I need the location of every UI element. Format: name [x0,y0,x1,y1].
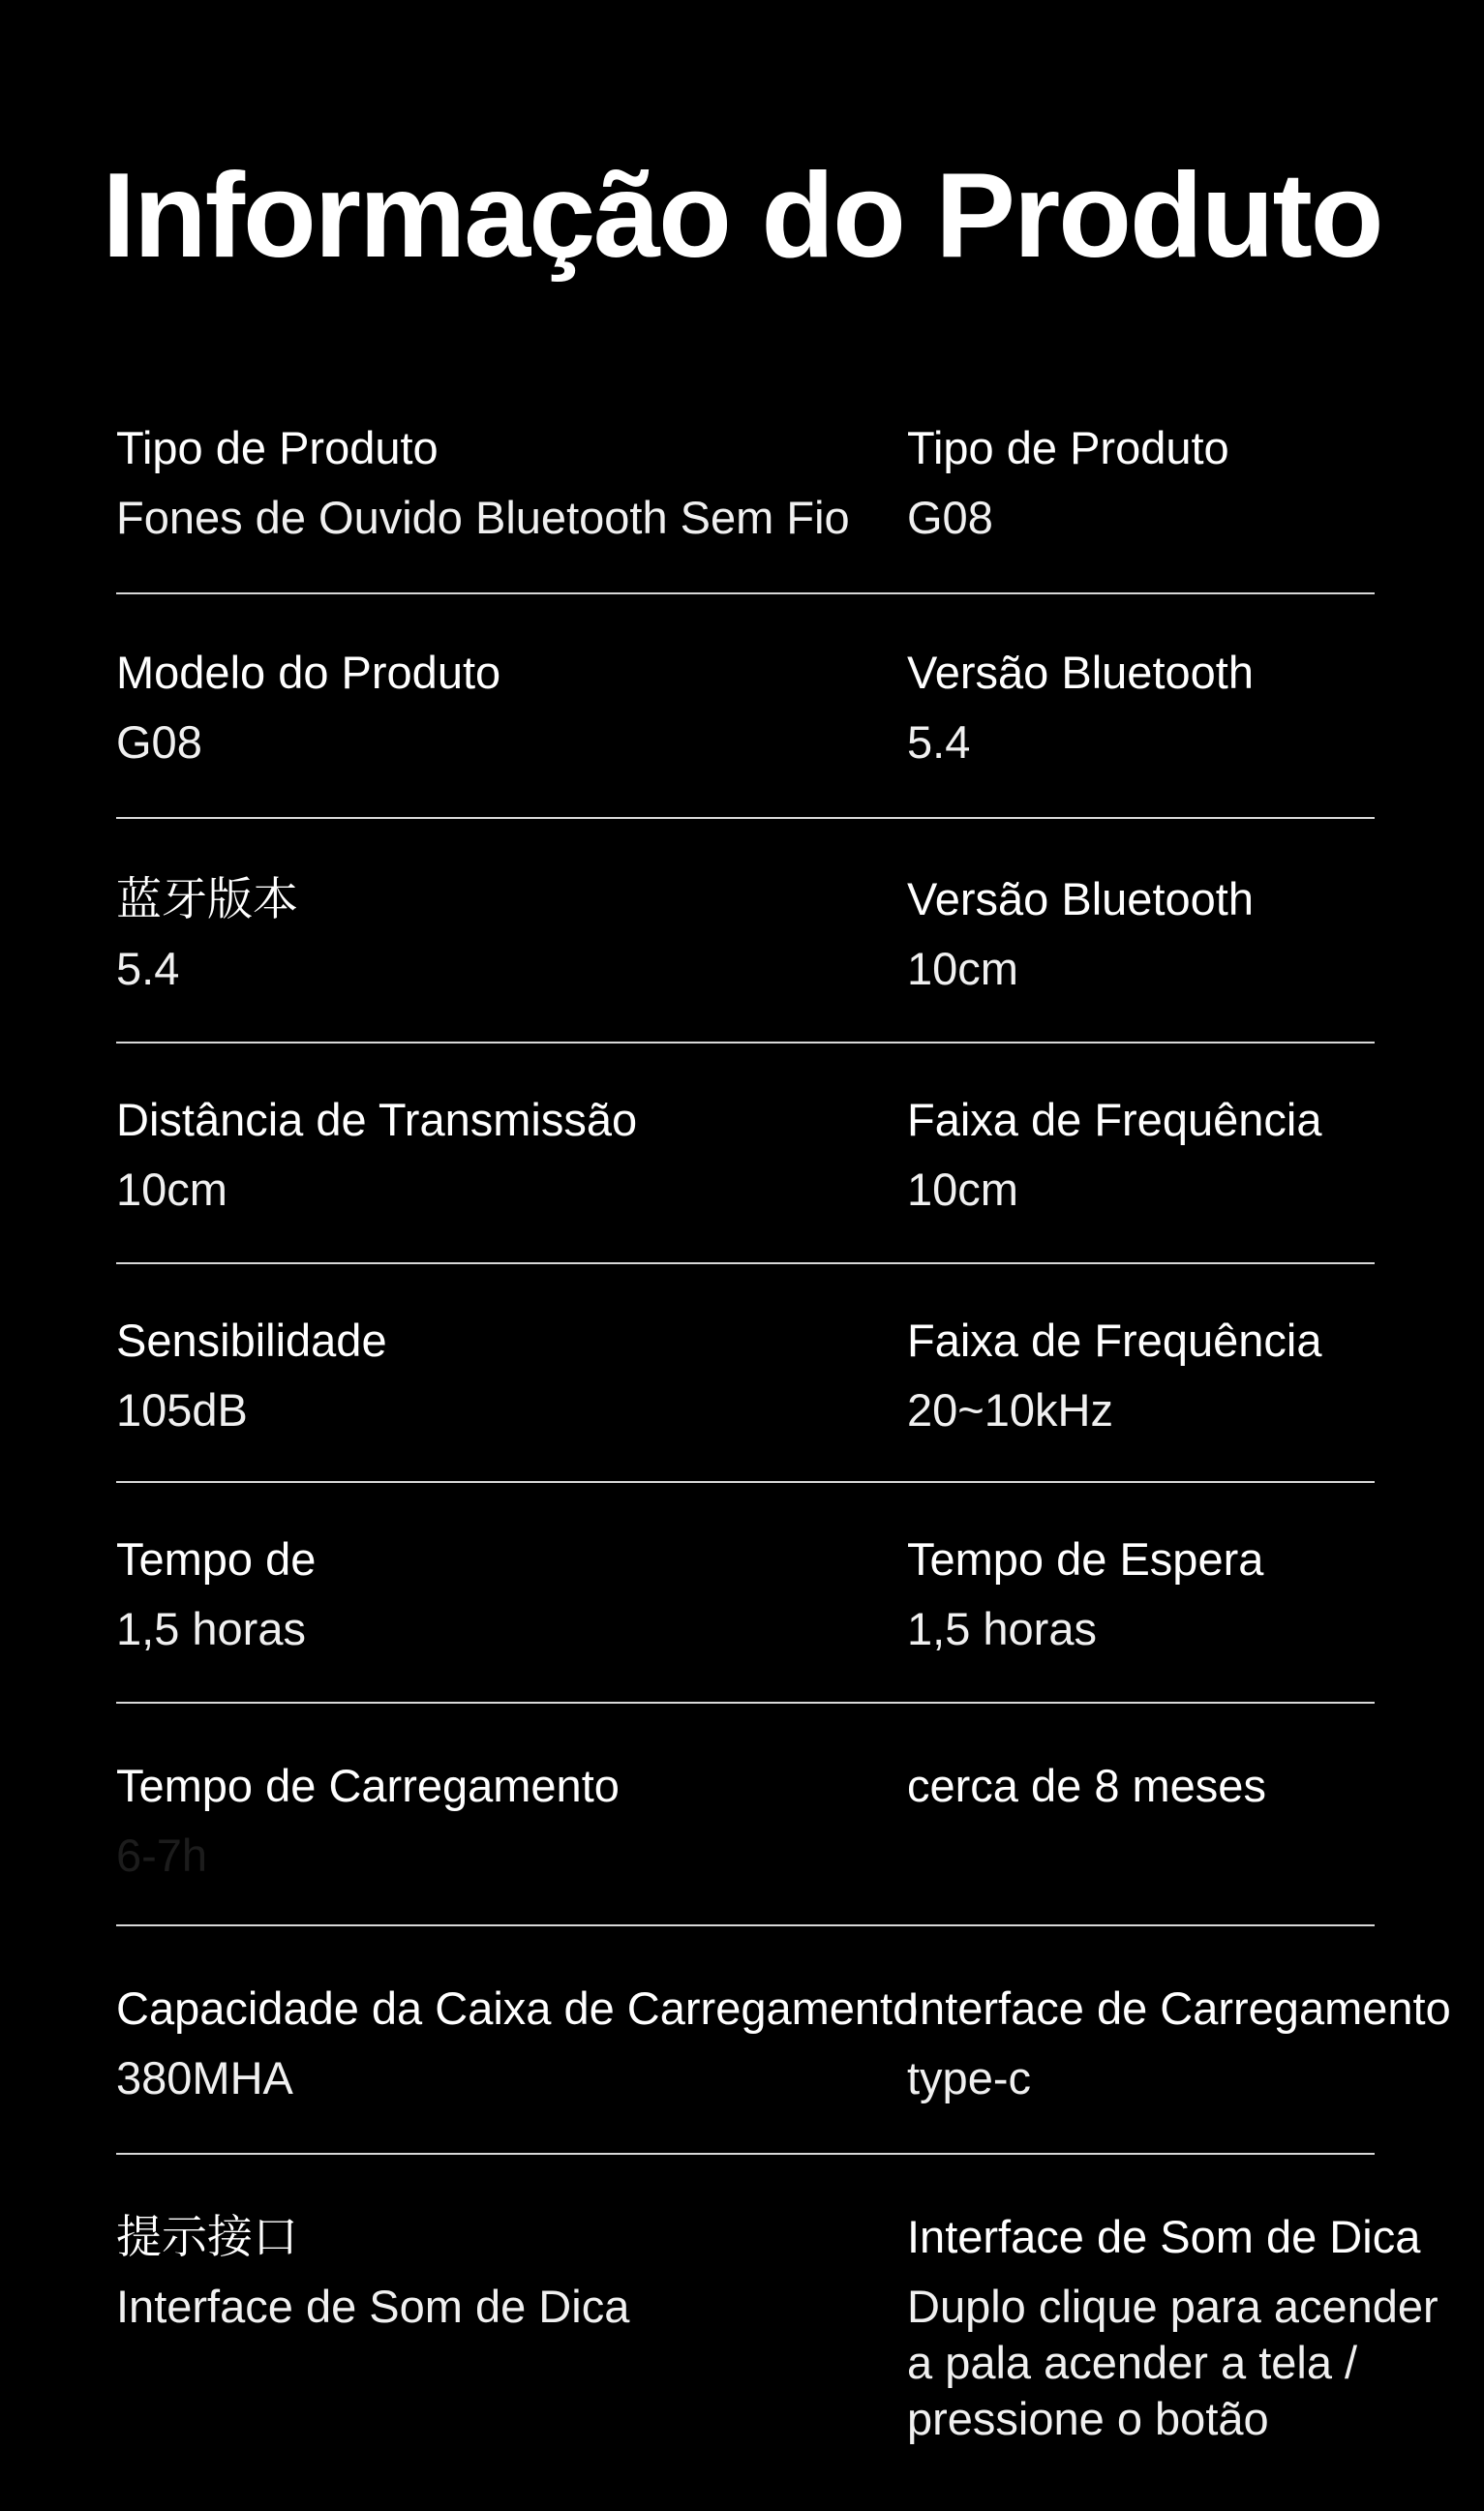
spec-value: 20~10kHz [907,1384,1113,1436]
spec-cell-right [907,1531,1484,1657]
spec-cell-left [116,2209,891,2335]
spec-cell-left [116,1981,919,2106]
spec-cell-left [116,1313,891,1438]
spec-value: 10cm [907,943,1018,994]
row-divider [116,2153,1375,2155]
spec-label: Faixa de Frequência [907,1094,1322,1145]
spec-cell-right [907,2209,1484,2447]
spec-value: Fones de Ouvido Bluetooth Sem Fio [116,492,850,543]
spec-cell-right [907,420,1484,546]
spec-cell-right [907,1092,1484,1218]
row-divider [116,1262,1375,1264]
spec-cell-right [907,1981,1484,2106]
spec-value: 1,5 horas [907,1603,1097,1654]
spec-value: Interface de Som de Dica [116,2281,630,2332]
spec-value: 10cm [907,1164,1018,1215]
row-divider [116,1042,1375,1044]
spec-value: G08 [907,492,993,543]
spec-label: 提示接口 [116,2211,298,2262]
spec-label: Distância de Transmissão [116,1094,638,1145]
spec-value: 10cm [116,1164,227,1215]
spec-label: Sensibilidade [116,1315,387,1366]
spec-label: Tempo de Espera [907,1533,1264,1585]
spec-cell-left [116,1758,891,1884]
spec-label: Capacidade da Caixa de Carregamento [116,1982,919,2034]
spec-label: Tempo de Carregamento [116,1760,620,1811]
row-divider [116,1924,1375,1926]
row-divider [116,592,1375,594]
spec-value: 1,5 horas [116,1603,306,1654]
spec-label: Modelo do Produto [116,647,501,698]
spec-label: Tipo de Produto [116,422,439,473]
row-divider [116,1481,1375,1483]
spec-cell-right [907,1313,1484,1438]
spec-cell-left [116,1531,891,1657]
spec-cell-left [116,420,891,546]
spec-value: 5.4 [116,943,180,994]
spec-cell-right [907,1758,1484,1828]
spec-label: 蓝牙版本 [116,873,298,924]
spec-label: cerca de 8 meses [907,1760,1266,1811]
spec-label: Interface de Som de Dica [907,2211,1421,2262]
row-divider [116,817,1375,819]
spec-value: type-c [907,2052,1031,2103]
spec-label: Versão Bluetooth [907,647,1254,698]
spec-cell-left [116,871,891,997]
spec-value: 5.4 [907,716,971,768]
spec-cell-right [907,645,1484,771]
spec-label: Tipo de Produto [907,422,1229,473]
spec-label: Tempo de [116,1533,317,1585]
spec-label: Interface de Carregamento [907,1982,1451,2034]
spec-cell-left [116,1092,891,1218]
spec-value: G08 [116,716,202,768]
spec-cell-left [116,645,891,771]
spec-value: 6-7h [116,1830,208,1881]
spec-value: 380MHA [116,2052,293,2103]
spec-cell-right [907,871,1484,997]
row-divider [116,1702,1375,1704]
spec-value: 105dB [116,1384,248,1436]
spec-value: Duplo clique para acender a pala acender a tela / pressione o botão [907,2281,1439,2444]
spec-label: Versão Bluetooth [907,873,1254,924]
spec-label: Faixa de Frequência [907,1315,1322,1366]
page-title: Informação do Produto [102,149,1382,283]
